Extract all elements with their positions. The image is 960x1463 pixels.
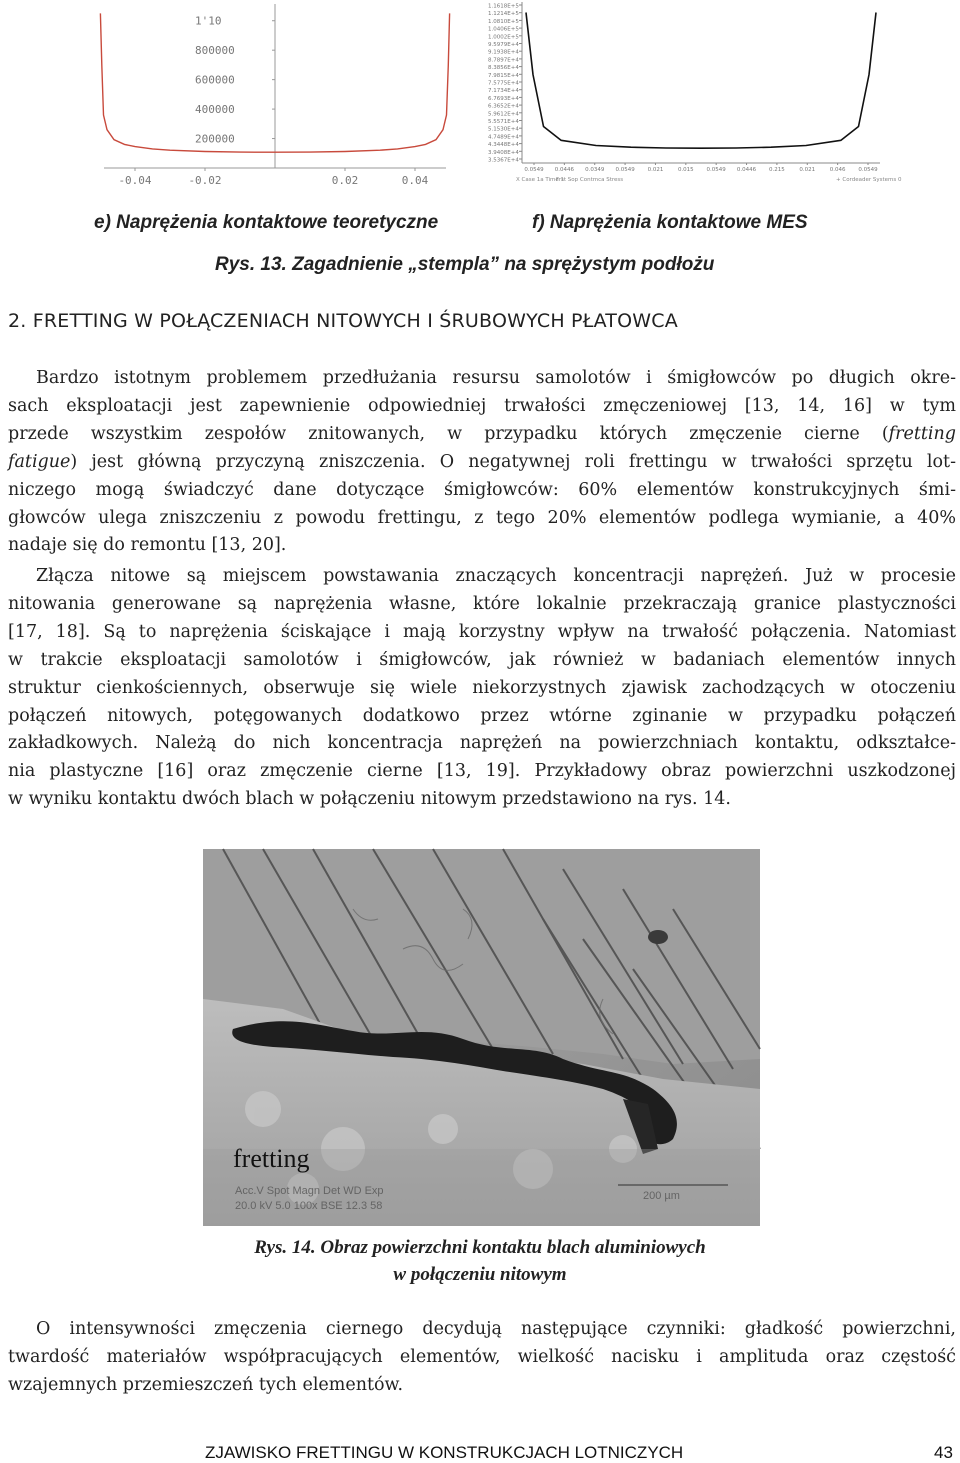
y-tick-label: 400000	[195, 103, 235, 117]
y-tick-label: 7.9815E+4	[488, 72, 519, 79]
text-line: wzajemnych przemieszczeń tych elementów.	[8, 1374, 404, 1395]
y-tick-label: 1.0810E+5	[488, 18, 519, 25]
text-line: w wyniku kontaktu dwóch blach w połączeniu nitowym przedstawiono na rys. 14.	[8, 789, 731, 810]
y-tick-label: 7.1734E+4	[488, 88, 519, 95]
y-tick-label: 8.3856E+4	[488, 65, 519, 72]
x-tick-label: 0.0349	[585, 167, 605, 173]
legend-entry: Frst Sop Contmca Stress	[556, 177, 624, 183]
sem-info-line-1: Acc.V Spot Magn Det WD Exp	[235, 1185, 384, 1197]
x-tick-label: -0.04	[118, 174, 152, 187]
sem-info-line-2: 20.0 kV 5.0 100x BSE 12.3 58	[235, 1200, 383, 1212]
y-tick-label: 600000	[195, 73, 235, 87]
x-tick-label: 0.0446	[736, 167, 757, 173]
x-tick-label: 0.02	[331, 174, 359, 187]
y-tick-label: 800000	[195, 44, 235, 58]
legend-entry: X Case 1a Time 1	[516, 177, 565, 183]
x-tick-label: 0.046	[829, 167, 846, 173]
page-number: 43	[934, 1443, 953, 1462]
x-tick-label: 0.215	[769, 167, 785, 173]
text-line: nitowania generowane są naprężenia własne, które lokalnie przekraczają granice plastyczności	[8, 593, 956, 614]
text-line: Złącza nitowe są miejscem powstawania znaczących koncentracji naprężeń. Już w procesie	[36, 566, 956, 586]
text-line	[8, 449, 956, 477]
sem-photo-fretting-damage	[203, 849, 760, 1226]
figure-14-caption-line-1: Rys. 14. Obraz powierzchni kontaktu blach aluminiowych	[254, 1237, 706, 1258]
paragraph-1	[8, 365, 956, 560]
text-line: nadaje się do remontu [13, 20].	[8, 535, 287, 556]
x-tick-label: 0.0446	[554, 167, 574, 173]
y-tick-label: 6.3652E+4	[488, 103, 519, 110]
chart-fem-contact-stress	[478, 0, 902, 192]
x-tick-label: 0.0549	[615, 167, 635, 173]
italic-term: fatigue	[8, 451, 71, 472]
chart-theoretical-contact-stress	[100, 0, 450, 192]
y-tick-label: 1.0406E+5	[488, 26, 519, 33]
text-line: głowców ulega zniszczeniu z powodu frettingu, z tego 20% elementów podlega wymianie, a 40%	[8, 507, 956, 528]
y-tick-label: 1.1214E+5	[488, 11, 519, 18]
x-tick-label: 0.021	[647, 167, 664, 173]
paragraph-3	[8, 1316, 956, 1400]
sem-photo-drawing	[203, 849, 760, 1226]
y-tick-label: 1.1618E+5	[488, 3, 519, 10]
text-line	[8, 421, 956, 449]
y-tick-label: 6.7693E+4	[488, 95, 519, 102]
text-line: połączeń nitowych, potęgowanych dodatkowo przez wtórne zginanie w przypadku połączeń	[8, 705, 956, 726]
y-tick-label: 4.7489E+4	[488, 134, 519, 141]
y-tick-label: 5.9612E+4	[488, 111, 519, 118]
y-tick-label: 3.5367E+4	[488, 157, 519, 164]
x-tick-label: -0.02	[188, 174, 222, 187]
paragraph-2	[8, 563, 956, 814]
text-line: twardość materiałów współpracujących elementów, wielkość nacisku i amplituda oraz częstość	[8, 1346, 956, 1367]
text-line: [17, 18]. Są to naprężenia ściskające i mają korzystny wpływ na trwałość połączenia. Natomiast	[8, 621, 956, 642]
text-line: Bardzo istotnym problemem przedłużania resursu samolotów i śmigłowców po długich okre-	[36, 368, 956, 388]
text-line: nia plastyczne [16] oraz zmęczenie cierne [13, 19]. Przykładowy obraz powierzchni uszkodzonej	[8, 761, 956, 782]
x-tick-label: 0.015	[677, 167, 694, 173]
running-footer-title: ZJAWISKO FRETTINGU W KONSTRUKCJACH LOTNICZYCH	[205, 1443, 684, 1462]
section-heading: 2. FRETTING W POŁĄCZENIACH NITOWYCH I ŚRUBOWYCH PŁATOWCA	[8, 310, 678, 332]
text-line: O intensywności zmęczenia ciernego decydują następujące czynniki: gładkość powierzchni,	[36, 1319, 956, 1339]
text-line: sach eksploatacji jest zapewnienie odpowiedniej trwałości zmęczeniowej [13, 14, 16] w tym	[8, 395, 956, 416]
y-tick-label: 200000	[195, 132, 235, 146]
y-tick-label: 7.5775E+4	[488, 80, 519, 87]
text-line: struktur cienkościennych, obserwuje się wiele niekorzystnych zjawisk zachodzących w otoczeniu	[8, 677, 956, 698]
panel-e-caption: e) Naprężenia kontaktowe teoretyczne	[94, 212, 439, 233]
y-tick-label: 9.5979E+4	[488, 42, 519, 48]
series-line	[526, 13, 876, 149]
text-line: w trakcie eksploatacji samolotów i śmigłowców, jak również w badaniach elementów innych	[8, 649, 956, 670]
legend-entry: + Cordeader Systems 0	[836, 177, 902, 183]
text-line: niczego mogą świadczyć dane dotyczące śmigłowców: 60% elementów konstrukcyjnych śmi-	[8, 479, 956, 500]
x-tick-label: 0.021	[799, 167, 816, 173]
y-tick-label: 1'10	[195, 14, 222, 28]
y-tick-label: 9.1938E+4	[488, 49, 519, 56]
text-span: ) jest główną przyczyną zniszczenia. O negatywnej roli frettingu w trwałości sprzętu lot-	[70, 451, 956, 472]
y-tick-label: 4.3448E+4	[488, 142, 519, 149]
panel-f-caption: f) Naprężenia kontaktowe MES	[532, 212, 808, 233]
text-line: zakładkowych. Należą do nich koncentracja naprężeń na powierzchniach kontaktu, odkształce-	[8, 733, 956, 754]
y-tick-label: 8.7897E+4	[488, 57, 519, 64]
scale-bar-label: 200 µm	[643, 1190, 680, 1202]
figure-13-caption: Rys. 13. Zagadnienie „stempla” na sprężystym podłożu	[215, 254, 715, 275]
y-tick-label: 5.1530E+4	[488, 126, 519, 133]
y-tick-label: 5.5571E+4	[488, 119, 519, 125]
y-tick-label: 3.9408E+4	[488, 149, 519, 156]
figure-14-caption-line-2: w połączeniu nitowym	[393, 1264, 567, 1285]
figure-14-caption	[0, 1234, 960, 1288]
y-tick-label: 1.0002E+5	[488, 34, 519, 41]
x-tick-label: 0.0549	[524, 167, 544, 173]
italic-term: fretting	[888, 423, 956, 444]
x-tick-label: 0.0549	[858, 167, 878, 173]
x-tick-label: 0.04	[401, 174, 429, 187]
text-span: przede wszystkim zespołów znitowanych, w przypadku których zmęczenie cierne (	[8, 423, 889, 444]
photo-label: fretting	[233, 1144, 310, 1173]
x-tick-label: 0.0549	[706, 167, 726, 173]
